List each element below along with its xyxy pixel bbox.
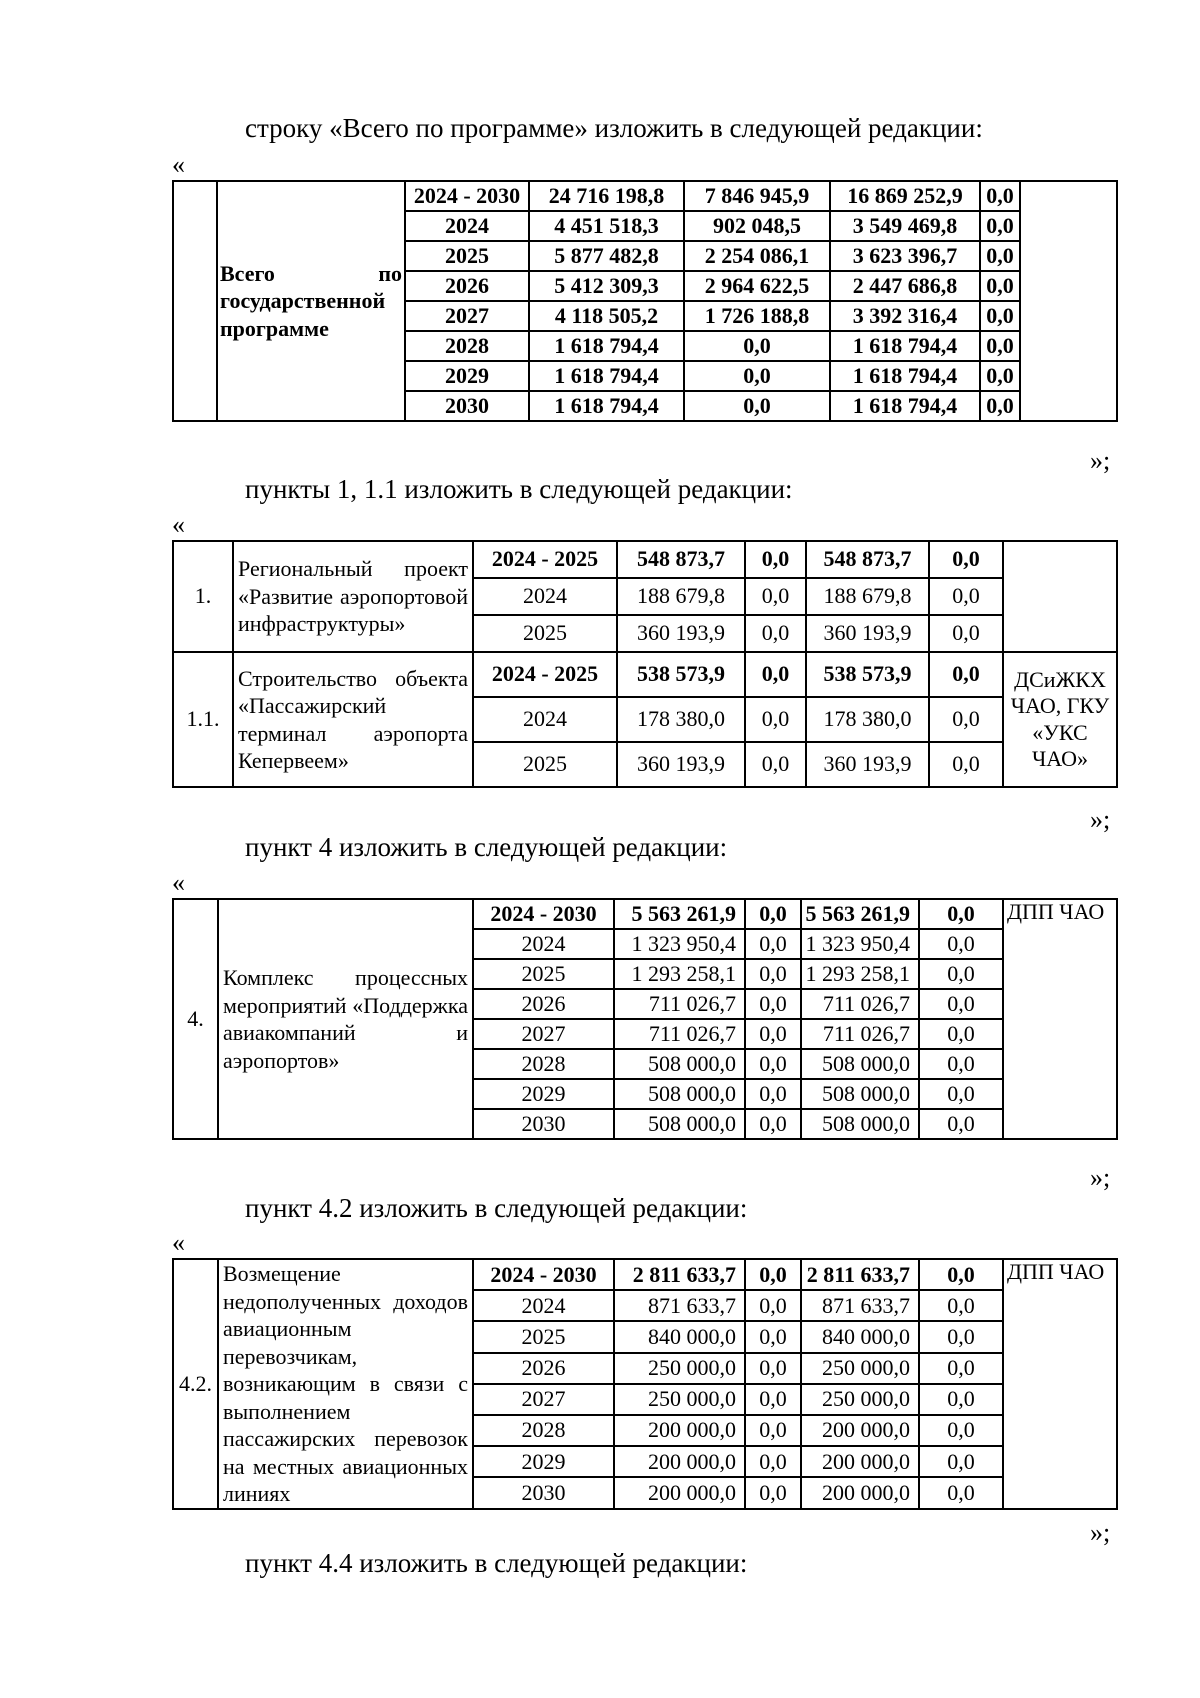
value-cell: 902 048,5: [684, 211, 830, 241]
value-cell: 200 000,0: [801, 1446, 919, 1477]
value-cell: 0,0: [745, 1321, 801, 1352]
value-cell: 0,0: [745, 899, 801, 929]
executor-cell: ДПП ЧАО: [1003, 899, 1117, 1139]
value-cell: 0,0: [919, 1384, 1003, 1415]
value-cell: 0,0: [919, 1477, 1003, 1508]
value-cell: 0,0: [745, 1415, 801, 1446]
period-cell: 2025: [473, 615, 617, 652]
value-cell: 4 118 505,2: [529, 301, 684, 331]
period-cell: 2024: [473, 929, 614, 959]
table-row: [173, 541, 1117, 578]
open-quote: «: [172, 868, 185, 897]
item-4-table: [172, 898, 1118, 1140]
row-name-cell: Возмещение недополученных доходов авиационным перевозчикам, возникающим в связи с выполнением пассажирских перевозок на местных авиационных линиях: [218, 1259, 473, 1509]
period-cell: 2029: [405, 361, 529, 391]
value-cell: 0,0: [745, 578, 806, 615]
value-cell: 0,0: [745, 1290, 801, 1321]
value-cell: 0,0: [919, 1259, 1003, 1290]
item-4-2-table: [172, 1258, 1118, 1510]
value-cell: 0,0: [929, 578, 1003, 615]
open-quote: «: [172, 510, 185, 539]
value-cell: 360 193,9: [806, 742, 929, 787]
row-name-cell: Комплекс процессных мероприятий «Поддержка авиакомпаний и аэропортов»: [218, 899, 473, 1139]
value-cell: 840 000,0: [614, 1321, 745, 1352]
value-cell: 1 293 258,1: [614, 959, 745, 989]
value-cell: 0,0: [980, 361, 1020, 391]
value-cell: 0,0: [745, 742, 806, 787]
period-cell: 2024: [405, 211, 529, 241]
value-cell: 508 000,0: [614, 1109, 745, 1139]
value-cell: 711 026,7: [801, 1019, 919, 1049]
value-cell: 2 811 633,7: [801, 1259, 919, 1290]
value-cell: 178 380,0: [806, 697, 929, 742]
value-cell: 0,0: [980, 391, 1020, 421]
value-cell: 0,0: [919, 1415, 1003, 1446]
period-cell: 2029: [473, 1079, 614, 1109]
executor-cell: [1003, 541, 1117, 652]
executor-cell: ДСиЖКХ ЧАО, ГКУ «УКС ЧАО»: [1003, 652, 1117, 787]
executor-cell: ДПП ЧАО: [1003, 1259, 1117, 1509]
close-quote: »;: [1090, 446, 1111, 475]
value-cell: 508 000,0: [801, 1049, 919, 1079]
value-cell: 0,0: [919, 899, 1003, 929]
value-cell: 0,0: [929, 615, 1003, 652]
value-cell: 250 000,0: [801, 1353, 919, 1384]
value-cell: 1 726 188,8: [684, 301, 830, 331]
period-cell: 2026: [473, 1353, 614, 1384]
period-cell: 2024 - 2025: [473, 541, 617, 578]
close-quote: »;: [1090, 1518, 1111, 1547]
period-cell: 2025: [405, 241, 529, 271]
value-cell: 5 563 261,9: [801, 899, 919, 929]
period-cell: 2024: [473, 578, 617, 615]
open-quote: «: [172, 150, 185, 179]
value-cell: 0,0: [919, 1446, 1003, 1477]
value-cell: 508 000,0: [801, 1109, 919, 1139]
value-cell: 0,0: [745, 652, 806, 697]
value-cell: 0,0: [980, 271, 1020, 301]
table-row: [173, 899, 1117, 929]
period-cell: 2029: [473, 1446, 614, 1477]
value-cell: 360 193,9: [617, 615, 745, 652]
table-row: [173, 1259, 1117, 1290]
value-cell: 871 633,7: [801, 1290, 919, 1321]
value-cell: 508 000,0: [614, 1049, 745, 1079]
value-cell: 0,0: [929, 652, 1003, 697]
value-cell: 0,0: [684, 361, 830, 391]
value-cell: 250 000,0: [614, 1384, 745, 1415]
value-cell: 200 000,0: [614, 1446, 745, 1477]
num-cell: 1.: [173, 541, 233, 652]
period-cell: 2025: [473, 959, 614, 989]
period-cell: 2024 - 2030: [405, 181, 529, 211]
period-cell: 2027: [405, 301, 529, 331]
value-cell: 24 716 198,8: [529, 181, 684, 211]
value-cell: 1 618 794,4: [830, 361, 980, 391]
items-1-table: [172, 540, 1118, 788]
section5-intro: пункт 4.4 изложить в следующей редакции:: [245, 1548, 748, 1578]
value-cell: 4 451 518,3: [529, 211, 684, 241]
value-cell: 0,0: [745, 1477, 801, 1508]
table-row: [173, 181, 1117, 211]
value-cell: 0,0: [929, 697, 1003, 742]
value-cell: 200 000,0: [801, 1415, 919, 1446]
value-cell: 840 000,0: [801, 1321, 919, 1352]
value-cell: 0,0: [919, 959, 1003, 989]
value-cell: 3 623 396,7: [830, 241, 980, 271]
value-cell: 871 633,7: [614, 1290, 745, 1321]
section3-intro: пункт 4 изложить в следующей редакции:: [245, 832, 728, 862]
value-cell: 1 618 794,4: [529, 361, 684, 391]
value-cell: 1 293 258,1: [801, 959, 919, 989]
value-cell: 250 000,0: [614, 1353, 745, 1384]
value-cell: 250 000,0: [801, 1384, 919, 1415]
value-cell: 200 000,0: [614, 1477, 745, 1508]
period-cell: 2028: [473, 1415, 614, 1446]
value-cell: 0,0: [745, 1019, 801, 1049]
value-cell: 3 549 469,8: [830, 211, 980, 241]
period-cell: 2024 - 2030: [473, 899, 614, 929]
row-name-cell: Строительство объекта «Пассажирский терминал аэропорта Кепервеем»: [233, 652, 473, 787]
period-cell: 2028: [473, 1049, 614, 1079]
value-cell: 538 573,9: [617, 652, 745, 697]
num-cell: 4.2.: [173, 1259, 218, 1509]
value-cell: 538 573,9: [806, 652, 929, 697]
value-cell: 0,0: [684, 391, 830, 421]
period-cell: 2024 - 2030: [473, 1259, 614, 1290]
value-cell: 0,0: [919, 1353, 1003, 1384]
value-cell: 2 964 622,5: [684, 271, 830, 301]
period-cell: 2025: [473, 1321, 614, 1352]
value-cell: 508 000,0: [614, 1079, 745, 1109]
value-cell: 0,0: [745, 1446, 801, 1477]
num-cell: 1.1.: [173, 652, 233, 787]
value-cell: 0,0: [919, 1049, 1003, 1079]
value-cell: 0,0: [980, 211, 1020, 241]
value-cell: 0,0: [745, 1109, 801, 1139]
value-cell: 1 618 794,4: [830, 331, 980, 361]
value-cell: 0,0: [745, 541, 806, 578]
section2-intro: пункты 1, 1.1 изложить в следующей редакции:: [245, 474, 793, 504]
value-cell: 508 000,0: [801, 1079, 919, 1109]
value-cell: 0,0: [919, 989, 1003, 1019]
value-cell: 0,0: [980, 301, 1020, 331]
value-cell: 548 873,7: [806, 541, 929, 578]
period-cell: 2026: [405, 271, 529, 301]
value-cell: 0,0: [745, 989, 801, 1019]
value-cell: 0,0: [929, 742, 1003, 787]
value-cell: 2 811 633,7: [614, 1259, 745, 1290]
value-cell: 0,0: [745, 1259, 801, 1290]
value-cell: 0,0: [745, 929, 801, 959]
period-cell: 2030: [405, 391, 529, 421]
row-name-cell: [217, 181, 405, 421]
value-cell: 0,0: [919, 929, 1003, 959]
value-cell: 1 618 794,4: [529, 331, 684, 361]
value-cell: 711 026,7: [614, 1019, 745, 1049]
value-cell: 7 846 945,9: [684, 181, 830, 211]
value-cell: 0,0: [980, 331, 1020, 361]
period-cell: 2027: [473, 1019, 614, 1049]
section1-intro: строку «Всего по программе» изложить в следующей редакции:: [245, 113, 983, 143]
row-name-cell: Региональный проект «Развитие аэропортовой инфраструктуры»: [233, 541, 473, 652]
period-cell: 2026: [473, 989, 614, 1019]
value-cell: 5 563 261,9: [614, 899, 745, 929]
table-row: [173, 652, 1117, 697]
value-cell: 16 869 252,9: [830, 181, 980, 211]
section4-intro: пункт 4.2 изложить в следующей редакции:: [245, 1193, 748, 1223]
value-cell: 0,0: [745, 1353, 801, 1384]
value-cell: 0,0: [919, 1019, 1003, 1049]
name-part: программе: [220, 315, 329, 341]
value-cell: 1 323 950,4: [614, 929, 745, 959]
value-cell: 200 000,0: [801, 1477, 919, 1508]
num-cell: 4.: [173, 899, 218, 1139]
value-cell: 5 412 309,3: [529, 271, 684, 301]
value-cell: 0,0: [684, 331, 830, 361]
value-cell: 178 380,0: [617, 697, 745, 742]
period-cell: 2024: [473, 1290, 614, 1321]
value-cell: 1 618 794,4: [529, 391, 684, 421]
value-cell: 0,0: [745, 1079, 801, 1109]
name-part: государственной: [220, 288, 386, 314]
period-cell: 2024: [473, 697, 617, 742]
period-cell: 2027: [473, 1384, 614, 1415]
total-program-table: [172, 180, 1118, 422]
name-part: Всего: [220, 260, 275, 286]
value-cell: 0,0: [919, 1079, 1003, 1109]
value-cell: 0,0: [929, 541, 1003, 578]
value-cell: 2 254 086,1: [684, 241, 830, 271]
value-cell: 188 679,8: [617, 578, 745, 615]
period-cell: 2030: [473, 1109, 614, 1139]
value-cell: 0,0: [745, 1049, 801, 1079]
value-cell: 711 026,7: [614, 989, 745, 1019]
open-quote: «: [172, 1228, 185, 1257]
value-cell: 3 392 316,4: [830, 301, 980, 331]
value-cell: 0,0: [745, 697, 806, 742]
period-cell: 2028: [405, 331, 529, 361]
period-cell: 2024 - 2025: [473, 652, 617, 697]
value-cell: 0,0: [745, 1384, 801, 1415]
value-cell: 711 026,7: [801, 989, 919, 1019]
close-quote: »;: [1090, 1163, 1111, 1192]
name-part: по: [378, 260, 402, 286]
executor-cell: [1020, 181, 1117, 421]
value-cell: 0,0: [980, 181, 1020, 211]
value-cell: 0,0: [745, 615, 806, 652]
period-cell: 2025: [473, 742, 617, 787]
value-cell: 2 447 686,8: [830, 271, 980, 301]
value-cell: 0,0: [980, 241, 1020, 271]
value-cell: 188 679,8: [806, 578, 929, 615]
value-cell: 0,0: [745, 959, 801, 989]
num-cell: [173, 181, 217, 421]
period-cell: 2030: [473, 1477, 614, 1508]
value-cell: 0,0: [919, 1290, 1003, 1321]
value-cell: 548 873,7: [617, 541, 745, 578]
value-cell: 0,0: [919, 1321, 1003, 1352]
value-cell: 360 193,9: [617, 742, 745, 787]
value-cell: 5 877 482,8: [529, 241, 684, 271]
value-cell: 200 000,0: [614, 1415, 745, 1446]
close-quote: »;: [1090, 805, 1111, 834]
value-cell: 0,0: [919, 1109, 1003, 1139]
value-cell: 360 193,9: [806, 615, 929, 652]
value-cell: 1 323 950,4: [801, 929, 919, 959]
value-cell: 1 618 794,4: [830, 391, 980, 421]
